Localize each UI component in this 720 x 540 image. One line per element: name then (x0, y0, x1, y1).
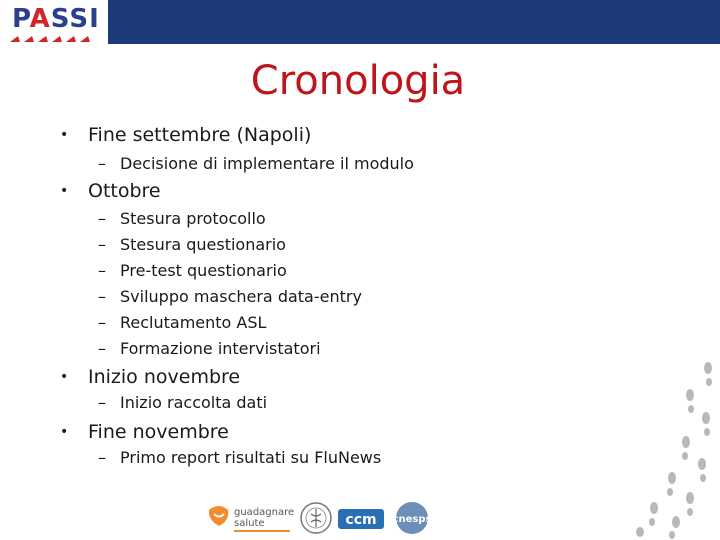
bullet-inizio-novembre: • Inizio novembre (60, 366, 241, 388)
svg-text:salute: salute (234, 518, 265, 529)
header-bar (108, 0, 720, 44)
footprints-decoration-icon (610, 360, 720, 540)
svg-text:cnesps: cnesps (392, 514, 432, 525)
cnesps-logo-icon (393, 502, 432, 534)
logo-wordmark: PASSI (12, 4, 100, 34)
sub-item: – Sviluppo maschera data-entry (98, 287, 362, 306)
sub-item: – Decisione di implementare il modulo (98, 154, 414, 173)
guadagnare-salute-logo-icon (209, 506, 294, 532)
svg-text:guadagnare: guadagnare (234, 507, 295, 518)
sub-item: – Stesura questionario (98, 235, 286, 254)
sub-item: – Formazione intervistatori (98, 339, 321, 358)
bullet-ottobre: • Ottobre (60, 180, 161, 202)
passi-logo (6, 4, 106, 44)
sub-item: – Reclutamento ASL (98, 313, 267, 332)
sub-item: – Stesura protocollo (98, 209, 266, 228)
logo-footprints-icon (6, 32, 106, 46)
sub-item: – Primo report risultati su FluNews (98, 448, 382, 467)
sponsor-logos (206, 500, 446, 538)
bullet-fine-settembre: • Fine settembre (Napoli) (60, 124, 312, 146)
ccm-logo-icon (338, 509, 384, 529)
bullet-fine-novembre: • Fine novembre (60, 421, 229, 443)
slide-title: Cronologia (250, 58, 466, 104)
ministry-seal-icon (301, 503, 331, 533)
svg-text:ccm: ccm (345, 512, 377, 528)
sub-item: – Pre-test questionario (98, 261, 287, 280)
sub-item: – Inizio raccolta dati (98, 393, 268, 412)
